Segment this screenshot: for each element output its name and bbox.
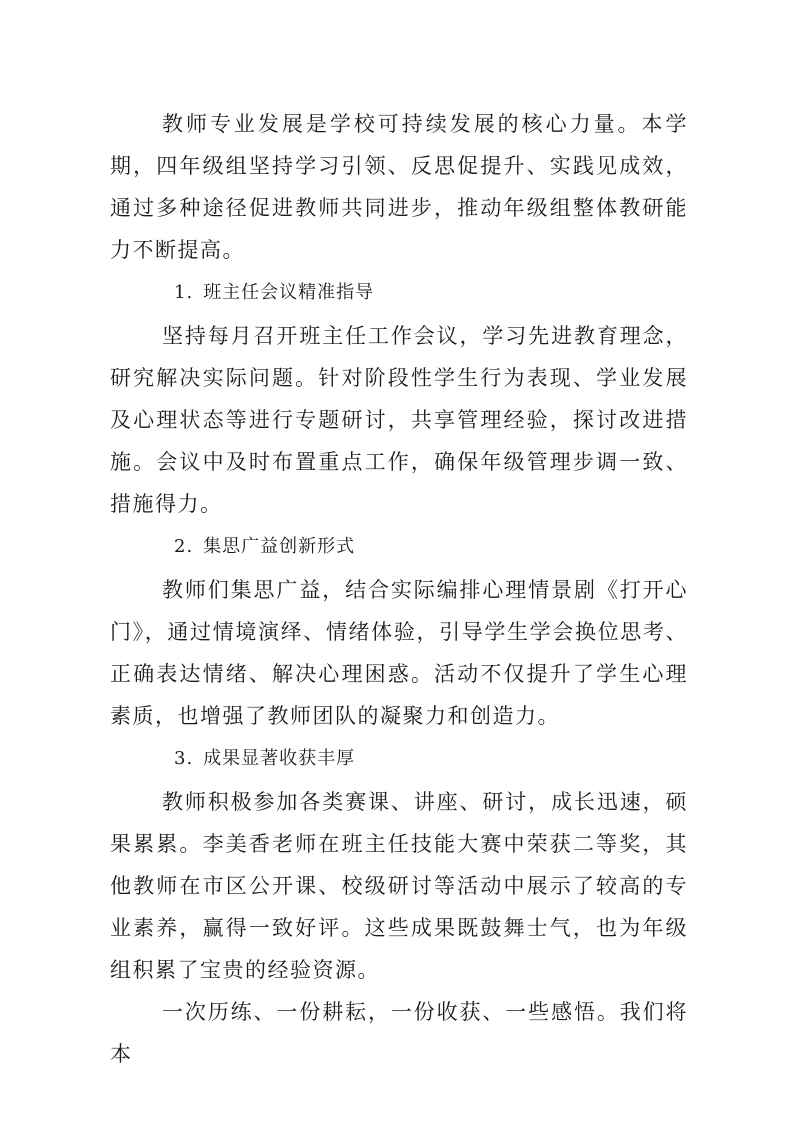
section-body-3: 教师积极参加各类赛课、讲座、研讨，成长迅速，硕果累累。李美香老师在班主任技能大赛中荣获二等奖，其他教师在市区公开课、校级研讨等活动中展示了较高的专业素养，赢得一致好评。这些成果既鼓舞士气，也为年级组积累了宝贵的经验资源。	[110, 790, 688, 982]
intro-paragraph: 教师专业发展是学校可持续发展的核心力量。本学期，四年级组坚持学习引领、反思促提升、实践见成效，通过多种途径促进教师共同进步，推动年级组整体教研能力不断提高。	[110, 112, 688, 262]
section-number: 2.	[174, 536, 194, 557]
section-title: 班主任会议精准指导	[203, 282, 375, 303]
section-title: 集思广益创新形式	[203, 536, 356, 557]
section-heading-2	[110, 525, 688, 569]
section-title: 成果显著收获丰厚	[203, 748, 356, 769]
closing-paragraph: 一次历练、一份耕耘，一份收获、一些感悟。我们将本	[110, 1000, 688, 1066]
document-page	[110, 103, 688, 1075]
section-heading-3	[110, 737, 688, 781]
section-number: 1.	[174, 282, 194, 303]
section-body-2: 教师们集思广益，结合实际编排心理情景剧《打开心门》，通过情境演绎、情绪体验，引导学生学会换位思考、正确表达情绪、解决心理困惑。活动不仅提升了学生心理素质，也增强了教师团队的凝聚力和创造力。	[110, 578, 688, 728]
section-body-1: 坚持每月召开班主任工作会议，学习先进教育理念，研究解决实际问题。针对阶段性学生行为表现、学业发展及心理状态等进行专题研讨，共享管理经验，探讨改进措施。会议中及时布置重点工作，确保年级管理步调一致、措施得力。	[110, 324, 688, 516]
section-heading-1	[110, 271, 688, 315]
section-number: 3.	[174, 748, 194, 769]
